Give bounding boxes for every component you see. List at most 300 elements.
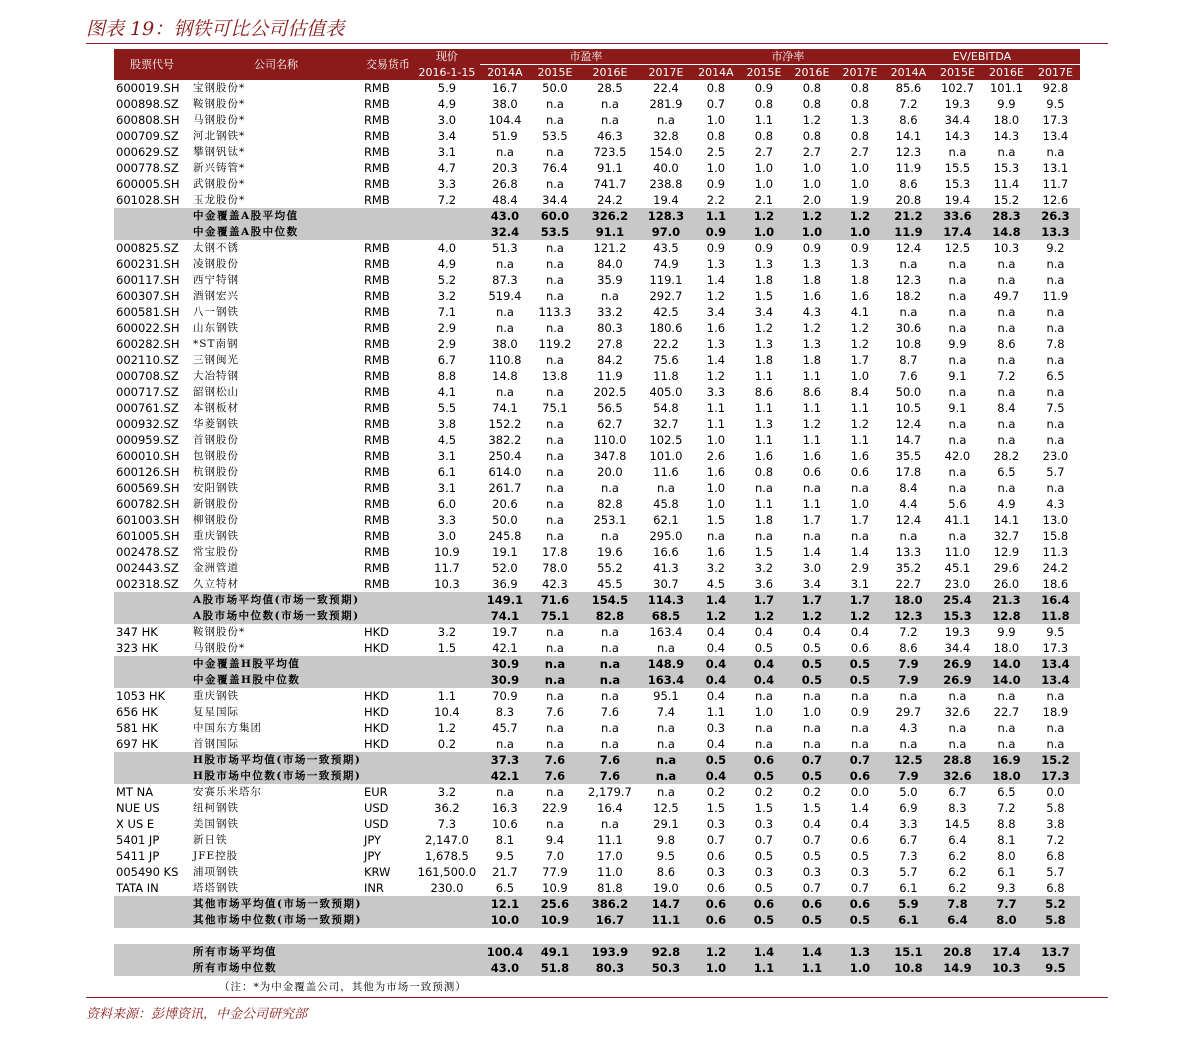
cell-ev-2014a: 12.4 xyxy=(895,241,922,255)
cell-pb-2016e: 1.6 xyxy=(802,289,822,303)
table-row xyxy=(114,800,1080,816)
cell-pb-2017e: 0.5 xyxy=(836,672,884,688)
cell-pe-2015e: 17.8 xyxy=(542,545,568,559)
cell-ev-2017e: n.a xyxy=(1046,257,1065,271)
cell-pe-2016e: n.a xyxy=(600,737,619,751)
cell-pe-2017e: 14.7 xyxy=(640,896,692,912)
cell-price: 3.0 xyxy=(437,113,457,127)
table-row xyxy=(114,320,1080,336)
cell-name: 中金覆盖H股平均值 xyxy=(190,656,362,672)
cell-pb-2014a: 0.9 xyxy=(692,224,740,240)
summary-row xyxy=(114,944,1080,960)
cell-price: 2.9 xyxy=(437,321,457,335)
cell-pb-2017e: 0.6 xyxy=(850,641,870,655)
cell-pb-2014a: 0.9 xyxy=(706,241,726,255)
cell-currency: RMB xyxy=(363,545,390,559)
cell-name: 西宁特钢 xyxy=(193,274,239,286)
cell-pb-2017e: 1.4 xyxy=(850,545,870,559)
cell-price xyxy=(414,656,480,672)
cell-ev-2015e: 26.9 xyxy=(933,656,982,672)
cell-pb-2014a: 1.2 xyxy=(706,369,726,383)
cell-pe-2015e: 49.1 xyxy=(530,944,580,960)
cell-price: 5.9 xyxy=(437,81,457,95)
cell-pe-2017e: 22.4 xyxy=(653,81,679,95)
cell-ev-2017e: 7.5 xyxy=(1046,401,1065,415)
cell-pe-2014a: n.a xyxy=(495,257,514,271)
cell-ev-2017e: 11.3 xyxy=(1042,545,1069,559)
cell-ev-2015e: 9.9 xyxy=(948,337,967,351)
cell-pe-2015e: n.a xyxy=(545,289,564,303)
table-row xyxy=(114,464,1080,480)
cell-ev-2014a: 14.7 xyxy=(895,433,922,447)
cell-price: 5.5 xyxy=(437,401,457,415)
cell-pe-2014a: 51.9 xyxy=(492,129,518,143)
cell-pe-2016e: n.a xyxy=(600,289,619,303)
cell-pb-2016e: 1.2 xyxy=(802,321,822,335)
cell-pb-2014a: 0.7 xyxy=(706,97,726,111)
cell-pb-2015e: 0.5 xyxy=(740,912,788,928)
cell-pe-2017e: 101.0 xyxy=(649,449,683,463)
cell-ev-2015e: 17.4 xyxy=(933,224,982,240)
cell-pb-2014a: 1.4 xyxy=(692,592,740,608)
cell-pe-2017e: 62.1 xyxy=(653,513,679,527)
cell-ev-2015e: n.a xyxy=(948,145,967,159)
cell-price: 11.7 xyxy=(434,561,460,575)
cell-currency: JPY xyxy=(363,833,382,847)
cell-name: 攀钢钒钛* xyxy=(193,146,246,158)
cell-pb-2015e: 1.0 xyxy=(754,177,774,191)
cell-ev-2014a: 8.6 xyxy=(899,113,918,127)
cell-price: 2,147.0 xyxy=(424,833,469,847)
cell-ev-2017e: 6.8 xyxy=(1046,881,1065,895)
cell-pe-2016e: 154.5 xyxy=(580,592,640,608)
cell-pe-2014a: 26.8 xyxy=(492,177,518,191)
cell-pb-2017e: 0.8 xyxy=(850,97,870,111)
cell-pe-2016e: 193.9 xyxy=(580,944,640,960)
table-row xyxy=(114,368,1080,384)
cell-ev-2015e: 19.4 xyxy=(944,193,971,207)
cell-ev-2014a: 12.4 xyxy=(895,417,922,431)
cell-pe-2014a: 38.0 xyxy=(492,337,518,351)
cell-pe-2016e: 46.3 xyxy=(597,129,623,143)
cell-code: 000825.SZ xyxy=(116,241,179,255)
cell-pe-2016e: 55.2 xyxy=(597,561,623,575)
cell-pb-2016e: 1.0 xyxy=(802,177,822,191)
cell-pb-2017e: 1.4 xyxy=(850,801,870,815)
cell-ev-2016e: 14.0 xyxy=(982,672,1031,688)
cell-pe-2015e: 50.0 xyxy=(542,81,568,95)
cell-ev-2014a: 10.8 xyxy=(895,337,922,351)
cell-ev-2014a: 14.1 xyxy=(895,129,922,143)
cell-pb-2017e: 1.6 xyxy=(850,289,870,303)
cell-currency: RMB xyxy=(363,177,390,191)
cell-pb-2017e: 1.3 xyxy=(850,257,870,271)
cell-pb-2015e: 1.1 xyxy=(754,369,774,383)
cell-price: 4.1 xyxy=(437,385,457,399)
cell-pb-2014a: 3.3 xyxy=(706,385,726,399)
cell-price: 4.0 xyxy=(437,241,457,255)
cell-pe-2017e: 32.7 xyxy=(653,417,679,431)
cell-pe-2014a: 104.4 xyxy=(488,113,522,127)
table-row xyxy=(114,272,1080,288)
table-row xyxy=(114,704,1080,720)
cell-ev-2015e: 32.6 xyxy=(933,768,982,784)
cell-pe-2015e: 10.9 xyxy=(530,912,580,928)
table-row xyxy=(114,144,1080,160)
cell-pe-2014a: 36.9 xyxy=(492,577,518,591)
cell-pb-2017e: 0.7 xyxy=(836,752,884,768)
table-row xyxy=(114,384,1080,400)
cell-ev-2014a: 7.9 xyxy=(884,656,933,672)
cell-name: 新兴铸管* xyxy=(193,162,246,174)
header-name: 公司名称 xyxy=(190,49,362,80)
cell-pe-2016e: 35.9 xyxy=(597,273,623,287)
cell-pe-2017e: n.a xyxy=(656,113,675,127)
cell-ev-2014a: 7.6 xyxy=(899,369,918,383)
cell-ev-2017e: n.a xyxy=(1046,721,1065,735)
cell-name: 中金覆盖H股中位数 xyxy=(190,672,362,688)
header-pb-2015e: 2015E xyxy=(740,65,788,81)
cell-pb-2014a: 2.2 xyxy=(706,193,726,207)
cell-pb-2014a: 0.6 xyxy=(692,912,740,928)
cell-pb-2017e: 1.1 xyxy=(850,401,870,415)
cell-ev-2015e: 8.3 xyxy=(948,801,967,815)
cell-pb-2015e: 1.5 xyxy=(754,289,774,303)
cell-currency: RMB xyxy=(363,97,390,111)
cell-pe-2017e: 295.0 xyxy=(649,529,683,543)
cell-pb-2016e: 0.7 xyxy=(788,752,836,768)
cell-ev-2015e: 102.7 xyxy=(940,81,974,95)
cell-pb-2015e: 1.3 xyxy=(754,417,774,431)
cell-currency: RMB xyxy=(363,257,390,271)
cell-pe-2017e: 238.8 xyxy=(649,177,683,191)
cell-ev-2016e: 22.7 xyxy=(993,705,1020,719)
cell-ev-2015e: n.a xyxy=(948,721,967,735)
cell-name: 安阳钢铁 xyxy=(193,482,239,494)
cell-pe-2016e: 11.1 xyxy=(597,833,623,847)
cell-ev-2014a: n.a xyxy=(899,305,918,319)
cell-ev-2014a: 12.4 xyxy=(895,513,922,527)
cell-pb-2016e: 1.7 xyxy=(788,592,836,608)
cell-ev-2017e: 13.0 xyxy=(1042,513,1069,527)
cell-pb-2016e: 0.8 xyxy=(802,129,822,143)
summary-row xyxy=(114,224,1080,240)
cell-code xyxy=(114,896,190,912)
cell-ev-2016e: n.a xyxy=(997,385,1016,399)
cell-ev-2017e: n.a xyxy=(1046,145,1065,159)
cell-ev-2015e: 9.1 xyxy=(948,369,967,383)
header-ev-2015e: 2015E xyxy=(933,65,982,81)
cell-pb-2016e: 0.8 xyxy=(802,81,822,95)
cell-code xyxy=(114,656,190,672)
table-row xyxy=(114,784,1080,800)
cell-pe-2014a: 6.5 xyxy=(495,881,515,895)
cell-price xyxy=(414,592,480,608)
cell-currency xyxy=(362,592,414,608)
cell-pe-2015e: 22.9 xyxy=(542,801,568,815)
cell-pb-2016e: 2.0 xyxy=(802,193,822,207)
cell-ev-2016e: 21.3 xyxy=(982,592,1031,608)
cell-code: 002110.SZ xyxy=(116,353,179,367)
cell-ev-2016e: 9.9 xyxy=(997,625,1016,639)
cell-pe-2016e: 741.7 xyxy=(593,177,627,191)
cell-ev-2014a: 50.0 xyxy=(895,385,922,399)
cell-code xyxy=(114,672,190,688)
cell-ev-2016e: 7.7 xyxy=(982,896,1031,912)
cell-pe-2017e: 41.3 xyxy=(653,561,679,575)
header-pe-2014a: 2014A xyxy=(480,65,530,81)
cell-pb-2014a: 0.6 xyxy=(706,849,726,863)
cell-pb-2015e: 1.1 xyxy=(740,960,788,976)
cell-ev-2016e: 18.0 xyxy=(993,641,1020,655)
cell-ev-2015e: 25.4 xyxy=(933,592,982,608)
cell-price xyxy=(414,912,480,928)
cell-code: 600569.SH xyxy=(116,481,180,495)
cell-currency: USD xyxy=(363,817,389,831)
cell-price: 5.2 xyxy=(437,273,457,287)
header-code: 股票代号 xyxy=(114,49,190,80)
table-row xyxy=(114,112,1080,128)
cell-pb-2017e: n.a xyxy=(850,529,869,543)
cell-ev-2016e: n.a xyxy=(997,721,1016,735)
spacer-cell xyxy=(114,928,1080,944)
cell-code: 002443.SZ xyxy=(116,561,179,575)
cell-ev-2015e: 34.4 xyxy=(944,641,971,655)
table-row xyxy=(114,480,1080,496)
cell-currency: RMB xyxy=(363,449,390,463)
cell-pe-2016e: n.a xyxy=(600,97,619,111)
cell-price: 7.2 xyxy=(437,193,457,207)
cell-currency: HKD xyxy=(363,721,389,735)
header-ev-2017e: 2017E xyxy=(1031,65,1080,81)
cell-ev-2015e: n.a xyxy=(948,257,967,271)
cell-ev-2016e: 101.1 xyxy=(989,81,1023,95)
cell-ev-2016e: 8.0 xyxy=(997,849,1016,863)
cell-pe-2016e: 82.8 xyxy=(597,497,623,511)
cell-pe-2015e: 77.9 xyxy=(542,865,568,879)
cell-name: 所有市场中位数 xyxy=(190,960,362,976)
cell-pe-2017e: 45.8 xyxy=(653,497,679,511)
cell-pe-2015e: 42.3 xyxy=(542,577,568,591)
table-header xyxy=(114,49,1080,80)
cell-pb-2015e: 0.3 xyxy=(754,817,774,831)
cell-code: 000709.SZ xyxy=(116,129,179,143)
cell-pb-2017e: 4.1 xyxy=(850,305,870,319)
cell-ev-2014a: 7.9 xyxy=(884,768,933,784)
cell-pe-2015e: 71.6 xyxy=(530,592,580,608)
cell-name: 首钢国际 xyxy=(193,738,239,750)
table-row xyxy=(114,864,1080,880)
cell-currency: RMB xyxy=(363,401,390,415)
cell-pb-2017e: 0.0 xyxy=(850,785,870,799)
cell-ev-2014a: 8.4 xyxy=(899,481,918,495)
cell-pe-2017e: 405.0 xyxy=(649,385,683,399)
cell-pb-2015e: 1.4 xyxy=(740,944,788,960)
cell-name: H股市场中位数(市场一致预期) xyxy=(190,768,362,784)
cell-pe-2016e: n.a xyxy=(600,625,619,639)
cell-pe-2014a: 43.0 xyxy=(480,960,530,976)
cell-ev-2014a: 6.1 xyxy=(884,912,933,928)
cell-pb-2017e: 1.1 xyxy=(850,433,870,447)
cell-price xyxy=(414,944,480,960)
cell-ev-2017e: 16.4 xyxy=(1031,592,1080,608)
cell-pb-2017e: 0.6 xyxy=(836,896,884,912)
cell-code: NUE US xyxy=(116,801,160,815)
cell-price: 3.2 xyxy=(437,289,457,303)
cell-pe-2014a: n.a xyxy=(495,385,514,399)
cell-ev-2015e: n.a xyxy=(948,321,967,335)
cell-ev-2017e: 4.3 xyxy=(1046,497,1065,511)
cell-code: 600126.SH xyxy=(116,465,180,479)
header-pb-2017e: 2017E xyxy=(836,65,884,81)
cell-pe-2015e: n.a xyxy=(530,672,580,688)
cell-pb-2014a: 1.0 xyxy=(706,113,726,127)
cell-pe-2014a: n.a xyxy=(495,321,514,335)
cell-pe-2014a: 16.3 xyxy=(492,801,518,815)
cell-pe-2016e: n.a xyxy=(600,817,619,831)
cell-pe-2015e: 13.8 xyxy=(542,369,568,383)
cell-pb-2015e: 8.6 xyxy=(754,385,774,399)
cell-price: 161,500.0 xyxy=(417,865,477,879)
cell-pb-2017e: 0.8 xyxy=(850,129,870,143)
cell-pb-2014a: 0.3 xyxy=(706,817,726,831)
cell-currency xyxy=(362,608,414,624)
cell-pb-2017e: 0.5 xyxy=(836,656,884,672)
cell-ev-2016e: 8.0 xyxy=(982,912,1031,928)
cell-price: 1,678.5 xyxy=(424,849,469,863)
header-pe: 市盈率 xyxy=(480,49,692,65)
cell-ev-2015e: n.a xyxy=(948,353,967,367)
cell-ev-2016e: 8.4 xyxy=(997,401,1016,415)
cell-pe-2015e: n.a xyxy=(545,721,564,735)
table-row xyxy=(114,192,1080,208)
cell-pe-2015e: n.a xyxy=(545,97,564,111)
cell-currency: KRW xyxy=(363,865,391,879)
cell-price: 6.0 xyxy=(437,497,457,511)
cell-pe-2015e: 53.5 xyxy=(530,224,580,240)
cell-pe-2015e: n.a xyxy=(545,273,564,287)
cell-pb-2014a: 0.9 xyxy=(706,177,726,191)
cell-currency: RMB xyxy=(363,497,390,511)
cell-pb-2015e: 0.8 xyxy=(754,465,774,479)
cell-pb-2017e: 0.7 xyxy=(850,881,870,895)
cell-code: 581 HK xyxy=(116,721,158,735)
cell-pe-2014a: 52.0 xyxy=(492,561,518,575)
cell-pb-2017e: n.a xyxy=(850,721,869,735)
cell-price: 3.1 xyxy=(437,145,457,159)
cell-code: 347 HK xyxy=(116,625,158,639)
cell-pe-2016e: 11.9 xyxy=(597,369,623,383)
cell-ev-2016e: 14.1 xyxy=(993,513,1020,527)
cell-ev-2014a: 5.9 xyxy=(884,896,933,912)
cell-ev-2016e: n.a xyxy=(997,737,1016,751)
cell-ev-2016e: n.a xyxy=(997,145,1016,159)
table-row xyxy=(114,288,1080,304)
cell-pb-2017e: 1.7 xyxy=(850,353,870,367)
cell-pb-2017e: 1.2 xyxy=(850,337,870,351)
cell-name: 宝钢股份* xyxy=(193,82,246,94)
cell-pb-2014a: 0.3 xyxy=(706,865,726,879)
cell-currency xyxy=(362,656,414,672)
cell-pb-2014a: 0.4 xyxy=(706,641,726,655)
cell-pb-2016e: 1.3 xyxy=(802,257,822,271)
cell-ev-2016e: 12.8 xyxy=(982,608,1031,624)
cell-pe-2014a: 74.1 xyxy=(480,608,530,624)
cell-pe-2014a: 614.0 xyxy=(488,465,522,479)
cell-code: 000717.SZ xyxy=(116,385,179,399)
cell-price: 7.1 xyxy=(437,305,457,319)
cell-pb-2016e: 1.3 xyxy=(802,337,822,351)
cell-pe-2016e: 347.8 xyxy=(593,449,627,463)
cell-name: H股市场平均值(市场一致预期) xyxy=(190,752,362,768)
cell-pb-2016e: 0.6 xyxy=(802,465,822,479)
cell-pb-2015e: n.a xyxy=(754,689,773,703)
cell-code: 000708.SZ xyxy=(116,369,179,383)
cell-ev-2017e: n.a xyxy=(1046,689,1065,703)
table-row xyxy=(114,688,1080,704)
cell-pb-2016e: 1.1 xyxy=(802,497,822,511)
cell-currency: RMB xyxy=(363,337,390,351)
cell-pe-2014a: 19.1 xyxy=(492,545,518,559)
cell-name: 三钢闽光 xyxy=(193,354,239,366)
cell-code: 600005.SH xyxy=(116,177,180,191)
cell-name: 复星国际 xyxy=(193,706,239,718)
cell-ev-2016e: 9.9 xyxy=(997,97,1016,111)
cell-name: 河北钢铁* xyxy=(193,130,246,142)
cell-currency: RMB xyxy=(363,369,390,383)
cell-pe-2016e: n.a xyxy=(600,689,619,703)
cell-pe-2014a: 519.4 xyxy=(488,289,522,303)
cell-pb-2015e: 2.7 xyxy=(754,145,774,159)
cell-pb-2015e: 1.8 xyxy=(754,513,774,527)
cell-name: 韶钢松山 xyxy=(193,386,239,398)
cell-pe-2017e: 180.6 xyxy=(649,321,683,335)
cell-code: 601003.SH xyxy=(116,513,180,527)
cell-pb-2015e: 1.5 xyxy=(754,801,774,815)
table-row xyxy=(114,416,1080,432)
cell-price: 3.4 xyxy=(437,129,457,143)
cell-name: 纽柯钢铁 xyxy=(193,802,239,814)
cell-name: 常宝股份 xyxy=(193,546,239,558)
cell-pe-2015e: n.a xyxy=(545,737,564,751)
cell-pe-2015e: n.a xyxy=(545,625,564,639)
cell-ev-2016e: 14.8 xyxy=(982,224,1031,240)
cell-pe-2015e: n.a xyxy=(545,321,564,335)
cell-ev-2015e: n.a xyxy=(948,737,967,751)
cell-ev-2016e: 4.9 xyxy=(997,497,1016,511)
table-row xyxy=(114,432,1080,448)
cell-pb-2017e: 1.3 xyxy=(850,113,870,127)
table-row xyxy=(114,880,1080,896)
cell-ev-2014a: 6.7 xyxy=(899,833,918,847)
table-row xyxy=(114,736,1080,752)
cell-pb-2014a: 3.4 xyxy=(706,305,726,319)
cell-ev-2017e: n.a xyxy=(1046,417,1065,431)
cell-pe-2017e: 40.0 xyxy=(653,161,679,175)
table-row xyxy=(114,832,1080,848)
cell-name: 首钢股份 xyxy=(193,434,239,446)
source-note: 资料来源：彭博资讯，中金公司研究部 xyxy=(86,1007,308,1022)
cell-currency: JPY xyxy=(363,849,382,863)
header-pe-2015e: 2015E xyxy=(530,65,580,81)
cell-ev-2014a: 20.8 xyxy=(895,193,922,207)
cell-code: 656 HK xyxy=(116,705,158,719)
table-row xyxy=(114,400,1080,416)
cell-pb-2015e: 1.0 xyxy=(740,224,788,240)
cell-ev-2017e: 13.4 xyxy=(1031,656,1080,672)
summary-row xyxy=(114,768,1080,784)
cell-pb-2016e: 0.5 xyxy=(788,672,836,688)
